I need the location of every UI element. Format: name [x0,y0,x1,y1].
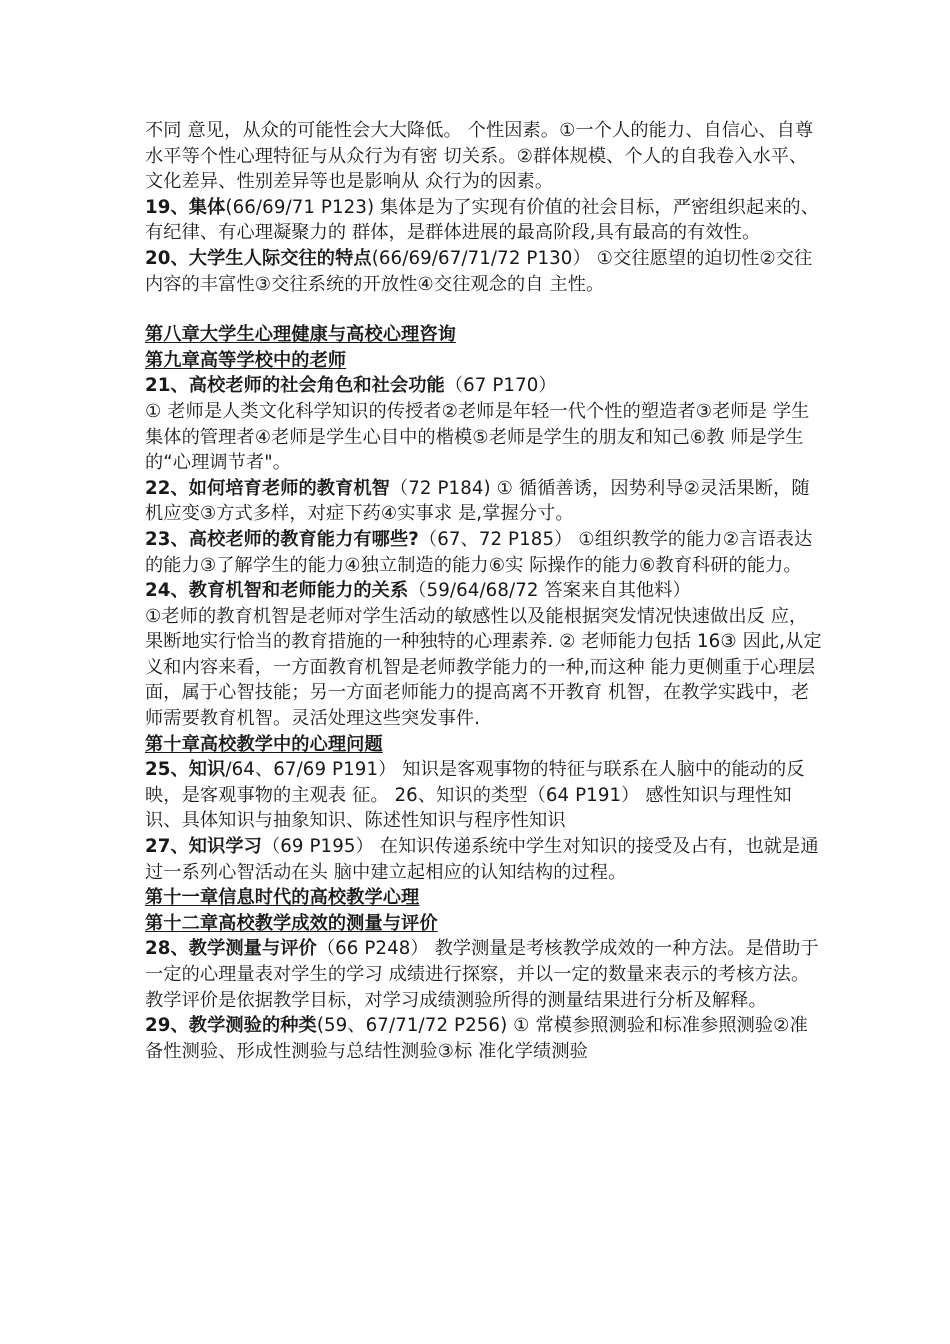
item-21-text: ① 老师是人类文化科学知识的传授者②老师是年轻一代个性的塑造者③老师是 学生集体的管理者④老师是学生心目中的楷模⑤老师是学生的朋友和知己⑥教 师是学生的“心理调节者"。 [145,400,810,474]
chapter-10-heading: 第十章高校教学中的心理问题 [145,733,383,755]
item-23-heading: 23、高校老师的教育能力有哪些? [145,528,419,550]
item-27 [145,834,825,885]
item-22-heading: 22、如何培育老师的教育机智 [145,477,390,499]
item-21-title [145,373,825,399]
chapter-11-heading: 第十一章信息时代的高校教学心理 [145,887,420,909]
item-25 [145,757,825,834]
chapter-8-heading: 第八章大学生心理健康与高校心理咨询 [145,324,456,346]
item-27-body: （69 P195） 在知识传递系统中学生对知识的接受及占有，也就是通过一系列心智活动在头 脑中建立起相应的认知结构的过程。 [145,836,819,883]
item-20-heading: 20、大学生人际交往的特点 [145,247,372,269]
item-23 [145,527,825,578]
blank-line [145,297,825,322]
item-28 [145,936,825,1013]
item-27-heading: 27、知识学习 [145,836,262,858]
item-19 [145,195,825,246]
item-22-body: （72 P184) ① 循循善诱，因势利导②灵活果断，随机应变③方式多样，对症下药④实事求 是,掌握分寸。 [145,477,810,525]
item-24-heading: 24、教育机智和老师能力的关系 [145,580,409,602]
item-19-heading: 19、集体 [145,196,226,218]
item-20-body: (66/69/67/71/72 P130） ①交往愿望的迫切性②交往内容的丰富性③交往系统的开放性④交往观念的自 主性。 [145,247,813,295]
item-21-heading: 21、高校老师的社会角色和社会功能 [145,375,445,397]
item-29-heading: 29、教学测验的种类 [145,1015,317,1037]
item-20 [145,246,825,297]
chapter-12-heading: 第十二章高校教学成效的测量与评价 [145,912,438,934]
chapter-9-heading: 第九章高等学校中的老师 [145,349,347,371]
item-23-body: （67、72 P185） ①组织教学的能力②言语表达的能力③了解学生的能力④独立制造的能力⑥实 际操作的能力⑥教育科研的能力。 [145,528,813,576]
item-19-body: (66/69/71 P123) 集体是为了实现有价值的社会目标，严密组织起来的、有纪律、有心理凝聚力的 群体，是群体进展的最高阶段,具有最高的有效性。 [145,196,819,244]
item-25-body: /64、67/69 P191） 知识是客观事物的特征与联系在人脑中的能动的反映，是客观事物的主观表 征。 26、知识的类型（64 P191） 感性知识与理性知识、具体知识与抽象知识、陈述性知识与程序性知识 [145,759,805,832]
item-22 [145,476,825,527]
paragraph-conformity-factors: 不同 意见，从众的可能性会大大降低。 个性因素。①一个人的能力、自信心、自尊水平等个性心理特征与从众行为有密 切关系。②群体规模、个人的自我卷入水平、文化差异、性别差异等也是影响从 众行为的因素。 [145,120,814,193]
item-28-heading: 28、教学测量与评价 [145,938,317,960]
item-25-heading: 25、知识 [145,759,226,781]
item-28-body: （66 P248） 教学测量是考核教学成效的一种方法。是借助于一定的心理量表对学生的学习 成绩进行探察，并以一定的数量来表示的考核方法。 教学评价是依据教学目标，对学习成绩测验所得的测量结果进行分析及解释。 [145,938,819,1011]
item-21-ref: （67 P170） [444,375,557,397]
document-page [145,118,825,1064]
item-29 [145,1013,825,1064]
item-29-body: (59、67/71/72 P256) ① 常模参照测验和标准参照测验②准备性测验、形成性测验与总结性测验③标 准化学绩测验 [145,1015,808,1062]
item-24-title [145,578,825,604]
item-24-text: ①老师的教育机智是老师对学生活动的敏感性以及能根据突发情况快速做出反 应，果断地实行恰当的教育措施的一种独特的心理素养. ② 老师能力包括 16③ 因此,从定义和内容来看，一方面教育机智是老师教学能力的一种,而这种 能力更侧重于心理层面，属于心智技能；另一方面老师能力的提高离不开教育 机智，在教学实践中，老师需要教育机智。灵活处理这些突发事件. [145,605,822,730]
item-24-ref: （59/64/68/72 答案来自其他料） [408,580,691,602]
